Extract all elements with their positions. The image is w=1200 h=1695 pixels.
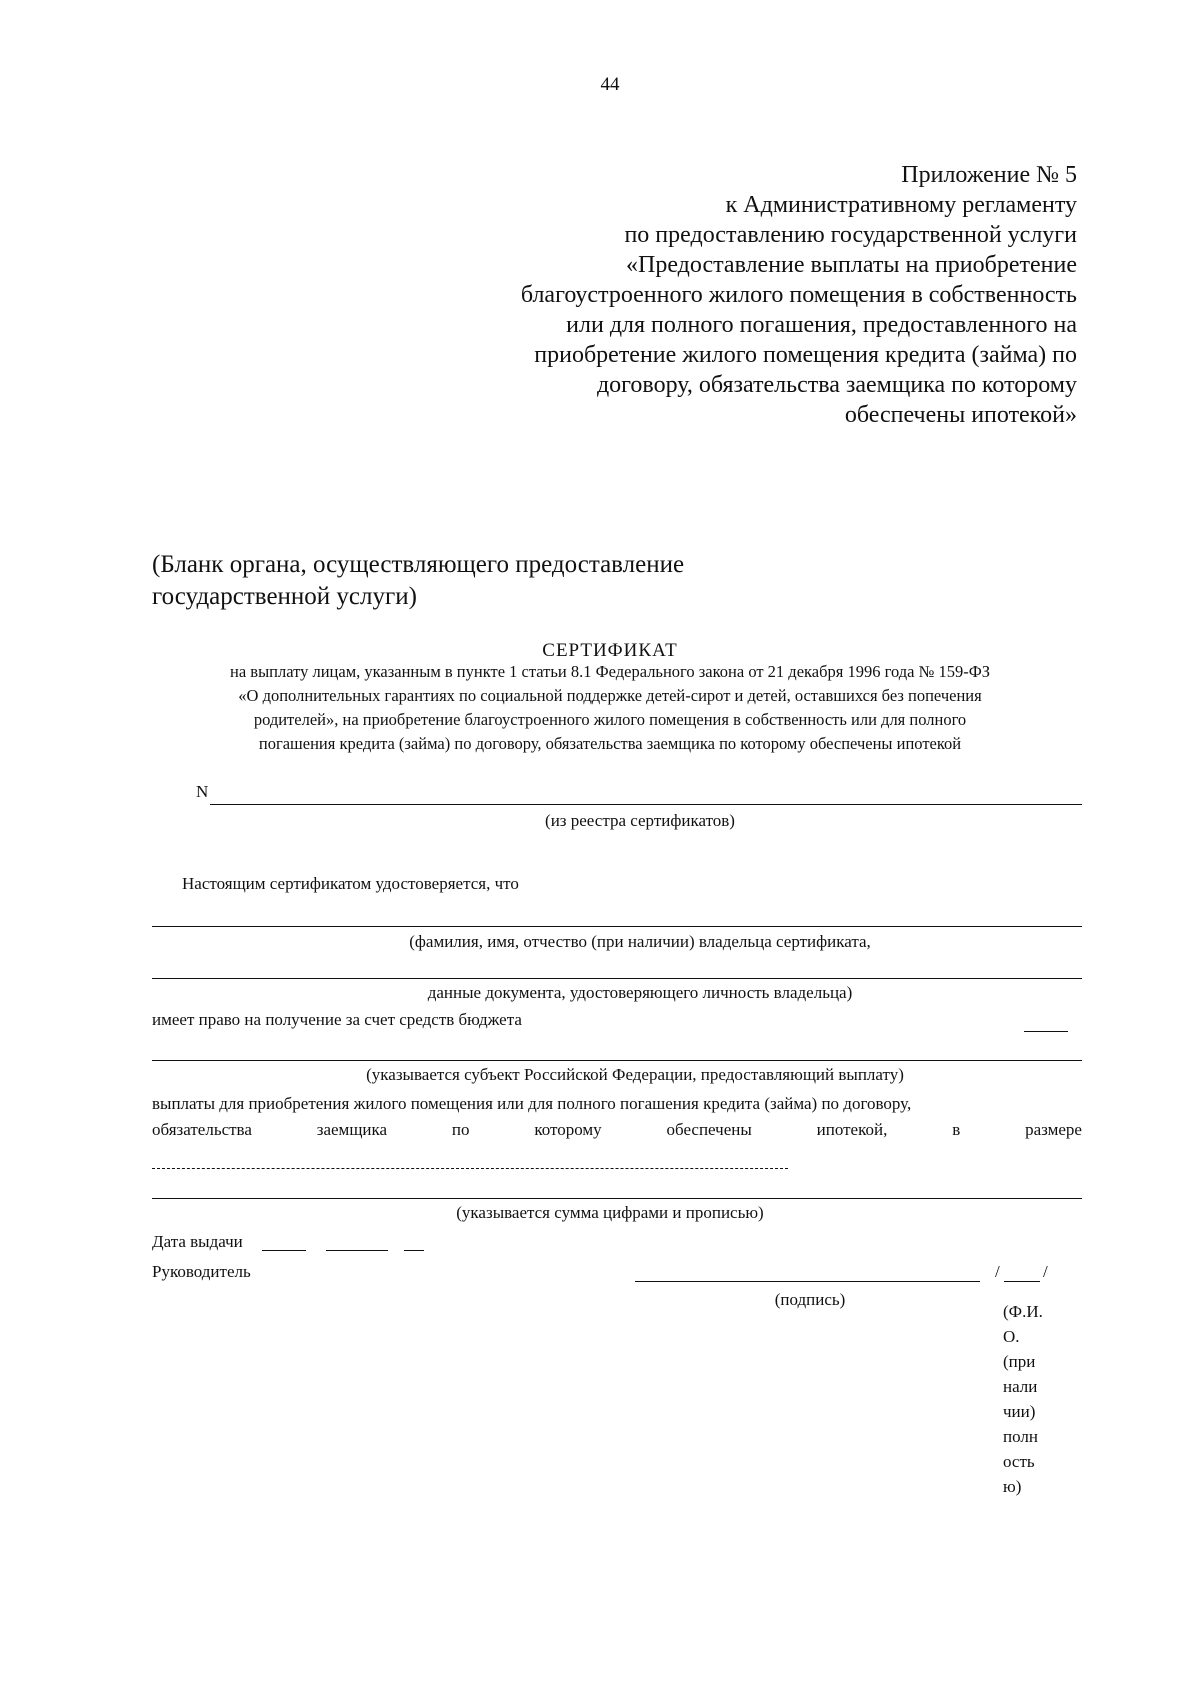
signature-line [635, 1281, 980, 1282]
payment-word: ипотекой, [816, 1120, 888, 1139]
payment-word: которому [534, 1120, 602, 1139]
appendix-line: Приложение № 5 [901, 162, 1077, 188]
appendix-line: или для полного погашения, предоставленного на [566, 312, 1077, 338]
amount-field-line [152, 1198, 1082, 1199]
date-year-line [404, 1250, 424, 1251]
appendix-line: к Административному регламенту [725, 192, 1077, 218]
payment-word: размере [1025, 1120, 1082, 1139]
fio-caption-line: ю) [1003, 1477, 1022, 1496]
appendix-line: приобретение жилого помещения кредита (займа) по [534, 342, 1077, 368]
payment-word: в [952, 1120, 961, 1139]
fio-caption-line: (при [1003, 1352, 1036, 1371]
subtitle-line: погашения кредита (займа) по договору, обязательства заемщика по которому обеспечены ипотекой [258, 734, 962, 753]
certifies-text: Настоящим сертификатом удостоверяется, что [182, 874, 519, 893]
date-month-line [326, 1250, 388, 1251]
right-text: имеет право на получение за счет средств бюджета [152, 1010, 522, 1029]
fio-caption-line: О. [1003, 1327, 1020, 1346]
fio-field-line [152, 926, 1082, 927]
blank-line: государственной услуги) [152, 583, 417, 610]
appendix-line: обеспечены ипотекой» [844, 402, 1077, 428]
certificate-subtitle [0, 660, 1200, 756]
subtitle-line: «О дополнительных гарантиях по социальной поддержке детей-сирот и детей, оставшихся без попечения [238, 686, 982, 705]
fio-short-line [1004, 1281, 1040, 1282]
document-field-line [152, 978, 1082, 979]
fio-caption: (фамилия, имя, отчество (при наличии) владельца сертификата, [409, 932, 871, 951]
fio-caption-line: чии) [1003, 1402, 1036, 1421]
slash-left: / [995, 1262, 1000, 1281]
fio-caption-line: нали [1003, 1377, 1038, 1396]
appendix-line: по предоставлению государственной услуги [624, 222, 1077, 248]
payment-word: заемщика [316, 1120, 388, 1139]
appendix-line: договору, обязательства заемщика по которому [596, 372, 1077, 398]
signature-caption: (подпись) [774, 1290, 846, 1309]
head-label: Руководитель [152, 1262, 251, 1281]
number-field-line [210, 804, 1082, 805]
amount-caption: (указывается сумма цифрами и прописью) [456, 1203, 764, 1222]
number-label: N [196, 782, 209, 801]
subject-field-line [152, 1060, 1082, 1061]
payment-word: обеспечены [666, 1120, 752, 1139]
page-number: 44 [600, 74, 620, 95]
subject-caption: (указывается субъект Российской Федерации, предоставляющий выплату) [366, 1065, 904, 1084]
certificate-title: СЕРТИФИКАТ [542, 640, 678, 661]
payment-line-1 [152, 1094, 1082, 1114]
document-caption: данные документа, удостоверяющего личность владельца) [427, 983, 853, 1002]
appendix-line: «Предоставление выплаты на приобретение [626, 252, 1077, 278]
budget-short-line [1024, 1031, 1068, 1032]
subtitle-line: родителей», на приобретение благоустроенного жилого помещения в собственность или для полного [253, 710, 967, 729]
registry-caption: (из реестра сертификатов) [545, 811, 735, 830]
fio-caption-line: ость [1003, 1452, 1035, 1471]
fio-caption-line: (Ф.И. [1003, 1302, 1043, 1321]
blank-line: (Бланк органа, осуществляющего предоставление [152, 551, 685, 578]
payment-word: по [451, 1120, 470, 1139]
issue-date-label: Дата выдачи [152, 1232, 243, 1251]
appendix-line: благоустроенного жилого помещения в собственность [520, 282, 1077, 308]
fio-full-caption [1003, 1299, 1053, 1499]
appendix-header [437, 160, 1077, 430]
authority-blank-note [152, 549, 684, 613]
subtitle-line: на выплату лицам, указанным в пункте 1 статьи 8.1 Федерального закона от 21 декабря 1996 года № 159-ФЗ [230, 662, 990, 681]
payment-text: выплаты для приобретения жилого помещения или для полного погашения кредита (займа) по договору, [152, 1094, 912, 1113]
date-day-line [262, 1250, 306, 1251]
slash-right: / [1043, 1262, 1048, 1281]
fio-caption-line: полн [1003, 1427, 1038, 1446]
payment-word: обязательства [152, 1120, 252, 1139]
payment-line-2 [152, 1120, 1082, 1140]
amount-short-line [152, 1168, 788, 1169]
